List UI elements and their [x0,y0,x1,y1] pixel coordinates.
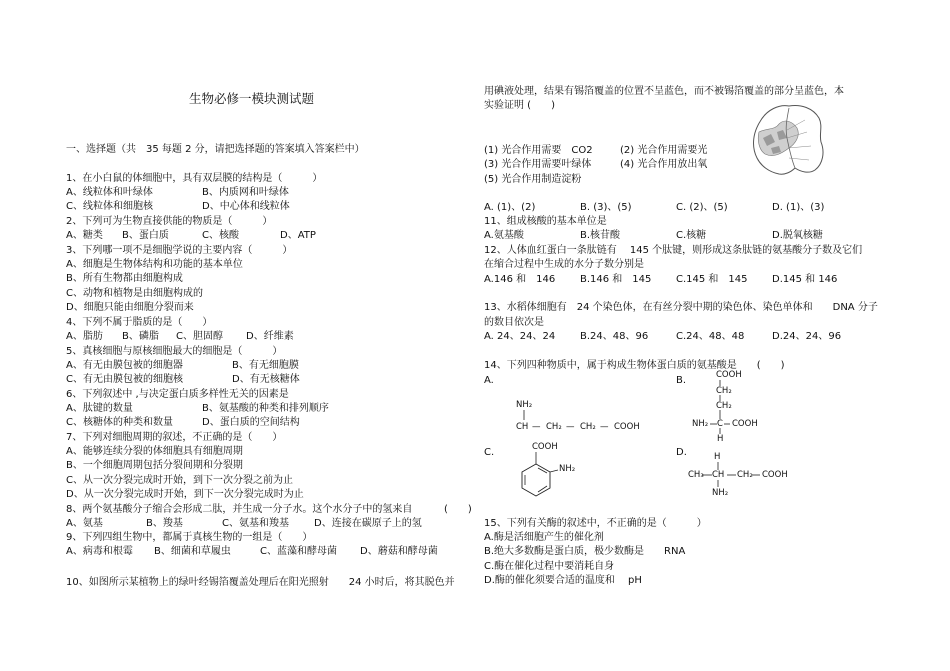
option-d: D、蘑菇和酵母菌 [360,546,438,557]
option-b: B.24、48、96 [580,331,649,342]
option-d: D.酶的催化须要合适的温度和 pH [484,575,642,586]
ch2-group: CH₂ [716,386,732,396]
statement-5: (5) 光合作用制造淀粉 [484,174,582,185]
option-b: B、有无细胞膜 [232,360,299,371]
option-d-label: D. [676,447,687,458]
question-9-stem: 9、下列四组生物中，都属于真核生物的一组是（ ） [66,532,313,543]
ch2-group: CH₂ [546,422,562,432]
carboxyl-group: COOH [762,470,788,480]
question-1-stem: 1、在小白鼠的体细胞中，具有双层膜的结构是（ ） [66,173,323,184]
option-d: D、ATP [280,230,316,241]
option-c: C、氨基和羧基 [222,518,289,529]
option-c: C、核酸 [202,230,239,241]
question-13-stem: 13、水稻体细胞有 24 个染色体，在有丝分裂中期的染色体、染色单体和 DNA 分子 [484,302,878,313]
bond: — [532,422,541,432]
structure-d [688,452,818,502]
option-a: A、能够连续分裂的体细胞具有细胞周期 [66,446,243,457]
option-b: B、一个细胞周期包括分裂间期和分裂期 [66,460,243,471]
central-carbon: C [717,419,723,429]
statement-4: (4) 光合作用放出氧 [620,159,708,170]
option-c: C.24、48、48 [676,331,745,342]
question-10-stem: 10、如图所示某植物上的绿叶经锡箔覆盖处理后在阳光照射 24 小时后，将其脱色并 [66,577,455,588]
option-c: C、从一次分裂完成时开始，到下一次分裂之前为止 [66,475,293,486]
question-8-text: 8、两个氨基酸分子缩合会形成二肽，并生成一分子水。这个水分子中的氢来自 [66,504,413,515]
option-a: A. 24、24、24 [484,331,556,342]
carboxyl-group-top: COOH [716,370,742,380]
option-d: D、细胞只能由细胞分裂而来 [66,302,194,313]
option-d: D.24、24、96 [772,331,842,342]
question-13-stem-2: 的数目依次是 [484,317,544,328]
option-c: C、核糖体的种类和数量 [66,417,173,428]
option-a: A.146 和 146 [484,274,556,285]
option-c: C、蓝藻和酵母菌 [260,546,337,557]
question-4-stem: 4、下列不属于脂质的是（ ） [66,317,213,328]
statement-2: (2) 光合作用需要光 [620,145,708,156]
amino-group: NH₂ [692,419,709,429]
option-b: B. (3)、(5) [580,202,632,213]
option-d: D、中心体和线粒体 [202,201,290,212]
option-a: A、有无由膜包被的细胞器 [66,360,183,371]
option-a-label: A. [484,375,494,386]
option-b: B.绝大多数酶是蛋白质，极少数酶是 RNA [484,546,686,557]
option-c: C、有无由膜包被的细胞核 [66,374,183,385]
option-b: B、蛋白质 [122,230,169,241]
option-b-label: B. [676,375,687,386]
option-a: A.氨基酸 [484,230,524,241]
option-d: D、蛋白质的空间结构 [202,417,300,428]
carboxyl-group: COOH [532,442,558,452]
option-c-label: C. [484,447,495,458]
hydrogen: H [714,452,721,462]
option-a: A、细胞是生物体结构和功能的基本单位 [66,259,243,270]
page-title: 生物必修一模块测试题 [189,91,315,106]
option-c: C、胆固醇 [176,331,223,342]
question-11-stem: 11、组成核酸的基本单位是 [484,216,607,227]
option-b: B.146 和 145 [580,274,652,285]
carboxyl-group: COOH [614,422,640,432]
question-15-stem: 15、下列有关酶的叙述中，不正确的是（ ） [484,518,707,529]
option-c: C.145 和 145 [676,274,748,285]
option-a: A、肽键的数量 [66,403,133,414]
ch2-group: CH₂ [580,422,596,432]
question-3-stem: 3、下列哪一项不是细胞学说的主要内容（ ） [66,245,293,256]
carboxyl-group: COOH [732,419,758,429]
question-10-continued-2: 实验证明 ( ) [484,100,555,111]
bond: — [600,422,609,432]
section-heading: 一、选择题（共 35 每题 2 分，请把选择题的答案填入答案栏中） [66,144,365,155]
option-d: D、连接在碳原子上的氢 [314,518,422,529]
hydrogen: H [717,434,724,444]
methyl-group: CH₃ [688,470,704,480]
option-b: B、羧基 [146,518,183,529]
amino-group: NH₂ [712,488,729,498]
option-d: D、纤维素 [246,331,294,342]
option-c: C.酶在催化过程中要消耗自身 [484,561,615,572]
option-b: B、磷脂 [122,331,159,342]
structure-b-bonds [690,370,800,444]
structure-c [514,442,604,504]
question-5-stem: 5、真核细胞与原核细胞最大的细胞是（ ） [66,346,283,357]
option-a: A、病毒和根霉 [66,546,133,557]
option-a: A. (1)、(2) [484,202,536,213]
option-b: B.核苷酸 [580,230,621,241]
question-12-stem: 12、人体血红蛋白一条肽链有 145 个肽键，则形成这条肽链的氨基酸分子数及它们 [484,245,863,256]
option-b: B、内质网和叶绿体 [202,187,289,198]
option-d: D、从一次分裂完成时开始，到下一次分裂完成时为止 [66,489,304,500]
question-12-stem-2: 在缩合过程中生成的水分子数分别是 [484,259,644,270]
structure-d-bonds [688,452,818,502]
option-d: D.145 和 146 [772,274,838,285]
ch2-group: CH₂ [716,401,732,411]
option-b: B、细菌和草履虫 [154,546,231,557]
option-c: C.核糖 [676,230,707,241]
amino-group: NH₂ [516,400,533,410]
ch-group: CH [712,470,725,480]
option-c: C、线粒体和细胞核 [66,201,153,212]
amino-group: NH₂ [559,464,576,474]
leaf-illustration [749,102,827,180]
ch2-group: CH₂ [737,470,753,480]
ch-group: CH [516,422,529,432]
statement-3: (3) 光合作用需要叶绿体 [484,159,592,170]
question-14-stem: 14、下列四种物质中，属于构成生物体蛋白质的氨基酸是 ( ) [484,360,785,371]
option-a: A、氨基 [66,518,103,529]
question-10-continued: 用碘液处理，结果有锡箔覆盖的位置不呈蓝色，而不被锡箔覆盖的部分呈蓝色，本 [484,86,844,97]
question-6-stem: 6、下列叙述中 ,与决定蛋白质多样性无关的因素是 [66,389,289,400]
option-a: A.酶是活细胞产生的催化剂 [484,532,604,543]
option-c: C、动物和植物是由细胞构成的 [66,288,203,299]
structure-a [514,398,664,434]
bond: — [566,422,575,432]
structure-b [690,370,800,444]
option-a: A、糖类 [66,230,103,241]
option-d: D. (1)、(3) [772,202,825,213]
answer-blank: ( ) [444,504,472,515]
option-b: B、所有生物都由细胞构成 [66,273,183,284]
option-a: A、线粒体和叶绿体 [66,187,153,198]
option-b: B、氨基酸的种类和排列顺序 [202,403,329,414]
question-2-stem: 2、下列可为生物直接供能的物质是（ ） [66,216,273,227]
option-a: A、脂肪 [66,331,103,342]
option-c: C. (2)、(5) [676,202,728,213]
question-7-stem: 7、下列对细胞周期的叙述，不正确的是（ ） [66,432,283,443]
option-d: D、有无核糖体 [232,374,300,385]
option-d: D.脱氧核糖 [772,230,823,241]
statement-1: (1) 光合作用需要 CO2 [484,145,593,156]
